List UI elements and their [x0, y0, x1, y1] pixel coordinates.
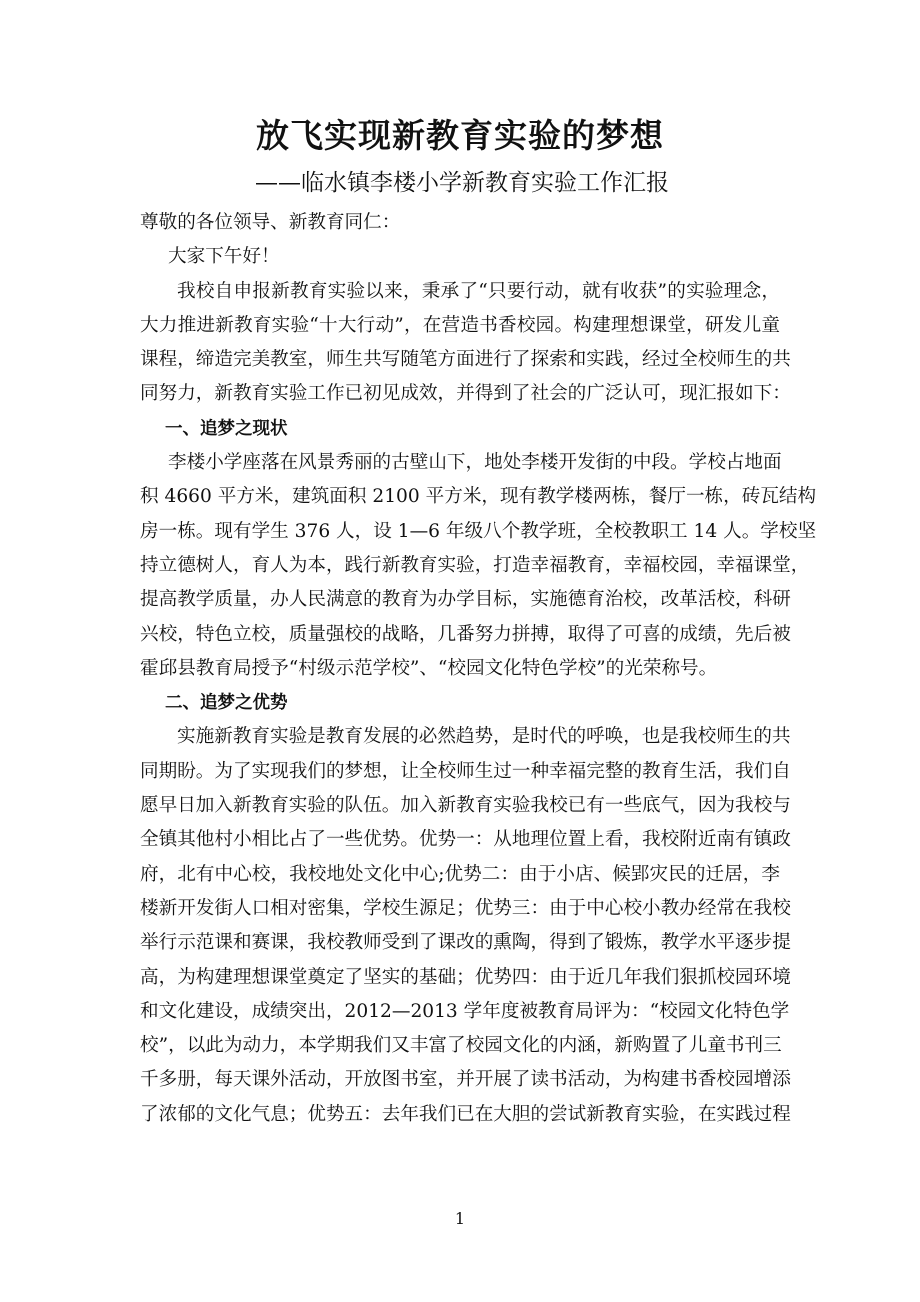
document-body: [140, 206, 817, 1132]
paragraph-line: 校”，以此为动力，本学期我们又丰富了校园文化的内涵，新购置了儿童书刊三: [140, 1035, 782, 1057]
document-subtitle: ——临水镇李楼小学新教育实验工作汇报: [255, 170, 669, 196]
paragraph-line: 同努力，新教育实验工作已初见成效，并得到了社会的广泛认可，现汇报如下：: [140, 383, 791, 405]
paragraph-line: 了浓郁的文化气息；优势五：去年我们已在大胆的尝试新教育实验，在实践过程: [140, 1103, 791, 1125]
paragraph-line: 实施新教育实验是教育发展的必然趋势，是时代的呼唤，也是我校师生的共: [177, 726, 791, 748]
paragraph-line: 提高教学质量，办人民满意的教育为办学目标，实施德育治校，改革活校，科研: [140, 589, 791, 611]
paragraph-line: 楼新开发街人口相对密集，学校生源足；优势三：由于中心校小教办经常在我校: [140, 897, 791, 919]
paragraph-line: 千多册，每天课外活动，开放图书室，并开展了读书活动，为构建书香校园增添: [140, 1069, 791, 1091]
paragraph-line: 举行示范课和赛课，我校教师受到了课改的熏陶，得到了锻炼，教学水平逐步提: [140, 932, 791, 954]
paragraph-line: 持立德树人，育人为本，践行新教育实验，打造幸福教育，幸福校园，幸福课堂，: [140, 554, 810, 576]
section-heading: 一、追梦之现状: [165, 418, 288, 439]
section-heading: 二、追梦之优势: [165, 693, 288, 714]
paragraph-line: 兴校，特色立校，质量强校的战略，几番努力拼搏，取得了可喜的成绩，先后被: [140, 623, 791, 645]
paragraph-line: 府，北有中心校，我校地处文化中心;优势二：由于小店、候郢灾民的迁居，李: [140, 863, 780, 885]
paragraph-line: 和文化建设，成绩突出，2012—2013 学年度被教育局评为：“校园文化特色学: [140, 1000, 790, 1022]
page-number: 1: [454, 1209, 466, 1228]
salutation: 尊敬的各位领导、新教育同仁：: [140, 212, 401, 233]
paragraph-line: 我校自申报新教育实验以来，秉承了“只要行动，就有收获”的实验理念，: [177, 280, 780, 302]
paragraph-line: 大力推进新教育实验“十大行动”，在营造书香校园。构建理想课堂，研发儿童: [140, 314, 780, 336]
paragraph-line: 李楼小学座落在风景秀丽的古壁山下，地处李楼开发街的中段。学校占地面: [168, 452, 782, 474]
paragraph-line: 同期盼。为了实现我们的梦想，让全校师生过一种幸福完整的教育生活，我们自: [140, 760, 791, 782]
greeting: 大家下午好！: [168, 246, 280, 268]
document-title: 放飞实现新教育实验的梦想: [256, 116, 664, 155]
paragraph-line: 积 4660 平方米，建筑面积 2100 平方米，现有教学楼两栋，餐厅一栋，砖瓦结构: [140, 486, 817, 508]
paragraph-line: 房一栋。现有学生 376 人，设 1—6 年级八个教学班，全校教职工 14 人。学校坚: [140, 520, 817, 542]
paragraph-line: 愿早日加入新教育实验的队伍。加入新教育实验我校已有一些底气，因为我校与: [140, 795, 791, 817]
paragraph-line: 霍邱县教育局授予“村级示范学校”、“校园文化特色学校”的光荣称号。: [140, 657, 718, 679]
paragraph-line: 全镇其他村小相比占了一些优势。优势一：从地理位置上看，我校附近南有镇政: [140, 829, 791, 851]
paragraph-line: 高，为构建理想课堂奠定了坚实的基础；优势四：由于近几年我们狠抓校园环境: [140, 966, 791, 988]
paragraph-line: 课程，缔造完美教室，师生共写随笔方面进行了探索和实践，经过全校师生的共: [140, 349, 791, 371]
